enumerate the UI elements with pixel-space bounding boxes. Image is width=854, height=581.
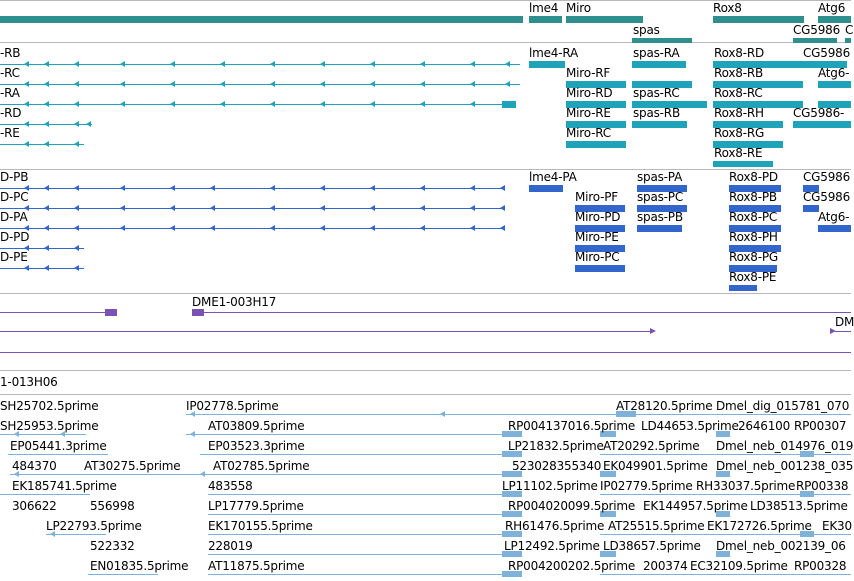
est-label[interactable]: AT03809.5prime bbox=[208, 419, 305, 433]
strand-arrow bbox=[470, 81, 475, 87]
clone-label[interactable]: 1-013H06 bbox=[0, 375, 58, 389]
strand-arrow bbox=[210, 205, 215, 211]
strand-arrow bbox=[120, 185, 125, 191]
strand-arrow bbox=[74, 101, 79, 107]
strand-arrow bbox=[44, 81, 49, 87]
strand-arrow bbox=[24, 101, 29, 107]
clone-label[interactable]: DME1-003H17 bbox=[192, 295, 277, 309]
gene-label[interactable]: spas bbox=[633, 23, 660, 37]
strand-arrow bbox=[120, 81, 125, 87]
est-label[interactable]: LP12492.5prime bbox=[504, 539, 600, 553]
est-label[interactable]: 523028355340 bbox=[512, 459, 602, 473]
gene-label[interactable]: C bbox=[845, 23, 854, 37]
strand-arrow bbox=[270, 185, 275, 191]
strand-arrow bbox=[44, 121, 49, 127]
strand-arrow bbox=[505, 81, 510, 87]
est-label[interactable]: 228019 bbox=[208, 539, 253, 553]
strand-arrow bbox=[320, 101, 325, 107]
protein-label[interactable]: Rox8-PC bbox=[729, 210, 778, 224]
transcript-label[interactable]: spas-RA bbox=[633, 46, 680, 60]
strand-arrow bbox=[220, 101, 225, 107]
transcript-label[interactable]: Miro-RC bbox=[566, 126, 611, 140]
strand-arrow bbox=[74, 185, 79, 191]
est-label[interactable]: EK144957.5prime bbox=[643, 499, 748, 513]
strand-arrow bbox=[74, 61, 79, 67]
est-label[interactable]: LP11102.5prime bbox=[502, 479, 598, 493]
strand-arrow bbox=[500, 225, 505, 231]
est-label[interactable]: AT02785.5prime bbox=[213, 459, 310, 473]
transcript-label[interactable]: Rox8-RH bbox=[714, 106, 764, 120]
protein-label[interactable]: D-PB bbox=[0, 170, 29, 184]
gene-label[interactable]: CG5986 bbox=[793, 23, 841, 37]
est-label[interactable]: IP02779.5prime bbox=[600, 479, 693, 493]
est-label[interactable]: RP004020099.5prime bbox=[508, 499, 636, 513]
strand-arrow bbox=[370, 81, 375, 87]
gene-label[interactable]: Rox8 bbox=[713, 1, 742, 15]
transcript-label[interactable]: CG5986- bbox=[793, 106, 845, 120]
strand-arrow bbox=[24, 245, 29, 251]
strand-arrow bbox=[420, 225, 425, 231]
protein-label[interactable]: spas-PC bbox=[637, 190, 684, 204]
est-label[interactable]: AT11875.5prime bbox=[208, 559, 305, 573]
est-label[interactable]: IP02778.5prime bbox=[186, 399, 279, 413]
strand-arrow bbox=[170, 61, 175, 67]
est-label[interactable]: AT20292.5prime bbox=[603, 439, 700, 453]
strand-arrow bbox=[830, 328, 836, 334]
strand-arrow bbox=[24, 265, 29, 271]
transcript-label[interactable]: Miro-RE bbox=[566, 106, 611, 120]
est-label[interactable]: SH25953.5prime bbox=[0, 419, 99, 433]
strand-arrow bbox=[190, 431, 195, 437]
strand-arrow bbox=[74, 205, 79, 211]
strand-arrow bbox=[370, 225, 375, 231]
strand-arrow bbox=[74, 245, 79, 251]
est-label[interactable]: 556998 bbox=[90, 499, 135, 513]
transcript-label[interactable]: Rox8-RB bbox=[714, 66, 764, 80]
transcript-label[interactable]: Miro-RD bbox=[566, 86, 613, 100]
strand-arrow bbox=[120, 205, 125, 211]
est-label[interactable]: 484370 bbox=[12, 459, 57, 473]
est-label[interactable]: EK30 bbox=[822, 519, 852, 533]
transcript-label[interactable]: -RC bbox=[0, 66, 20, 80]
strand-arrow bbox=[270, 101, 275, 107]
strand-arrow bbox=[44, 141, 49, 147]
strand-arrow bbox=[120, 101, 125, 107]
strand-arrow bbox=[170, 185, 175, 191]
est-label[interactable]: EK170155.5prime bbox=[208, 519, 313, 533]
transcript-label[interactable]: lme4-RA bbox=[529, 46, 579, 60]
strand-arrow bbox=[470, 205, 475, 211]
transcript-label[interactable]: Miro-RF bbox=[566, 66, 611, 80]
est-label[interactable]: LP17779.5prime bbox=[208, 499, 304, 513]
transcript-label[interactable]: -RB bbox=[0, 46, 21, 60]
strand-arrow bbox=[470, 61, 475, 67]
transcript-label[interactable]: CG5986 bbox=[803, 46, 851, 60]
strand-arrow bbox=[14, 471, 19, 477]
strand-arrow bbox=[220, 61, 225, 67]
transcript-label[interactable]: Rox8-RD bbox=[714, 46, 765, 60]
transcript-label[interactable]: Rox8-RC bbox=[714, 86, 763, 100]
strand-arrow bbox=[370, 185, 375, 191]
est-label[interactable]: RP004137016.5prime bbox=[508, 419, 636, 433]
strand-arrow bbox=[24, 225, 29, 231]
strand-arrow bbox=[24, 141, 29, 147]
strand-arrow bbox=[320, 185, 325, 191]
transcript-label[interactable]: Rox8-RE bbox=[714, 146, 763, 160]
strand-arrow bbox=[210, 185, 215, 191]
strand-arrow bbox=[470, 101, 475, 107]
est-label[interactable]: EK049901.5prime bbox=[603, 459, 708, 473]
strand-arrow bbox=[170, 205, 175, 211]
strand-arrow bbox=[320, 61, 325, 67]
strand-arrow bbox=[44, 205, 49, 211]
protein-label[interactable]: Miro-PF bbox=[575, 190, 618, 204]
est-label[interactable]: EK185741.5prime bbox=[12, 479, 117, 493]
protein-label[interactable]: Rox8-PB bbox=[729, 190, 777, 204]
strand-arrow bbox=[500, 185, 505, 191]
protein-label[interactable]: lme4-PA bbox=[529, 170, 577, 184]
strand-arrow bbox=[270, 61, 275, 67]
est-label[interactable]: AT30275.5prime bbox=[84, 459, 181, 473]
est-label[interactable]: 522332 bbox=[90, 539, 135, 553]
transcript-label[interactable]: -RE bbox=[0, 126, 20, 140]
strand-arrow bbox=[60, 431, 65, 437]
transcript-label[interactable]: Atg6- bbox=[818, 66, 850, 80]
protein-label[interactable]: Atg6- bbox=[818, 210, 850, 224]
est-label[interactable]: AT28120.5prime bbox=[616, 399, 713, 413]
strand-arrow bbox=[500, 205, 505, 211]
est-label[interactable]: AT25515.5prime bbox=[608, 519, 705, 533]
est-label[interactable]: RH33037.5prime bbox=[696, 479, 796, 493]
strand-arrow bbox=[470, 185, 475, 191]
est-label[interactable]: EK172726.5prime bbox=[707, 519, 812, 533]
strand-arrow bbox=[14, 431, 19, 437]
est-label[interactable]: Dmel_neb_002139_06 bbox=[716, 539, 846, 553]
est-label[interactable]: RH61476.5prime bbox=[505, 519, 605, 533]
protein-label[interactable]: D-PE bbox=[0, 250, 28, 264]
strand-arrow bbox=[270, 225, 275, 231]
est-label[interactable]: EN01835.5prime bbox=[90, 559, 189, 573]
protein-label[interactable]: Miro-PE bbox=[575, 230, 619, 244]
strand-arrow bbox=[420, 101, 425, 107]
protein-label[interactable]: Rox8-PG bbox=[729, 250, 778, 264]
strand-arrow bbox=[650, 328, 656, 334]
est-label[interactable]: 483558 bbox=[208, 479, 253, 493]
protein-label[interactable]: Miro-PC bbox=[575, 250, 620, 264]
strand-arrow bbox=[74, 265, 79, 271]
strand-arrow bbox=[370, 205, 375, 211]
strand-arrow bbox=[420, 205, 425, 211]
strand-arrow bbox=[74, 141, 79, 147]
strand-arrow bbox=[44, 101, 49, 107]
est-label[interactable]: SH25702.5prime bbox=[0, 399, 99, 413]
strand-arrow bbox=[170, 81, 175, 87]
strand-arrow bbox=[200, 471, 205, 477]
strand-arrow bbox=[44, 185, 49, 191]
strand-arrow bbox=[370, 101, 375, 107]
strand-arrow bbox=[270, 81, 275, 87]
strand-arrow bbox=[74, 81, 79, 87]
transcript-label[interactable]: -RA bbox=[0, 86, 20, 100]
strand-arrow bbox=[24, 205, 29, 211]
strand-arrow bbox=[44, 61, 49, 67]
protein-label[interactable]: spas-PA bbox=[637, 170, 683, 184]
strand-arrow bbox=[440, 411, 445, 417]
strand-arrow bbox=[320, 81, 325, 87]
est-label[interactable]: RP004200202.5prime bbox=[508, 559, 636, 573]
est-label[interactable]: LD44653.5prime bbox=[641, 419, 739, 433]
strand-arrow bbox=[86, 121, 91, 127]
strand-arrow bbox=[420, 185, 425, 191]
est-label[interactable]: EC32109.5prime bbox=[690, 559, 788, 573]
est-label[interactable]: Dmel_dig_015781_070 bbox=[716, 399, 850, 413]
est-label[interactable]: 2646100 bbox=[738, 419, 791, 433]
gene-label[interactable]: Miro bbox=[566, 1, 591, 15]
transcript-label[interactable]: Rox8-RG bbox=[714, 126, 765, 140]
clone-label[interactable]: DM bbox=[835, 315, 854, 329]
gene-label[interactable]: lme4 bbox=[529, 1, 559, 15]
strand-arrow bbox=[24, 121, 29, 127]
strand-arrow bbox=[24, 81, 29, 87]
strand-arrow bbox=[270, 205, 275, 211]
est-label[interactable]: RP00328 bbox=[794, 559, 847, 573]
protein-label[interactable]: D-PC bbox=[0, 190, 29, 204]
strand-arrow bbox=[320, 225, 325, 231]
est-label[interactable]: EP05441.3prime bbox=[10, 439, 107, 453]
strand-arrow bbox=[470, 225, 475, 231]
transcript-label[interactable]: spas-RB bbox=[633, 106, 680, 120]
est-label[interactable]: LP22793.5prime bbox=[46, 519, 142, 533]
strand-arrow bbox=[420, 61, 425, 67]
strand-arrow bbox=[170, 225, 175, 231]
est-label[interactable]: RP00338 bbox=[796, 479, 849, 493]
strand-arrow bbox=[370, 61, 375, 67]
protein-label[interactable]: Miro-PD bbox=[575, 210, 621, 224]
strand-arrow bbox=[24, 61, 29, 67]
transcript-label[interactable]: spas-RC bbox=[633, 86, 680, 100]
protein-label[interactable]: CG5986 bbox=[803, 170, 851, 184]
protein-label[interactable]: Rox8-PH bbox=[729, 230, 778, 244]
protein-label[interactable]: Rox8-PD bbox=[729, 170, 778, 184]
est-label[interactable]: LD38657.5prime bbox=[603, 539, 701, 553]
est-label[interactable]: Dmel_neb_014976_019 bbox=[716, 439, 854, 453]
strand-arrow bbox=[50, 531, 55, 537]
est-label[interactable]: EP03523.3prime bbox=[208, 439, 305, 453]
strand-arrow bbox=[210, 225, 215, 231]
est-label[interactable]: 306622 bbox=[12, 499, 57, 513]
protein-label[interactable]: D-PA bbox=[0, 210, 28, 224]
protein-label[interactable]: CG5986 bbox=[803, 190, 851, 204]
strand-arrow bbox=[74, 225, 79, 231]
est-label[interactable]: Dmel_neb_001238_035 bbox=[716, 459, 854, 473]
protein-label[interactable]: D-PD bbox=[0, 230, 30, 244]
est-label[interactable]: 200374 bbox=[643, 559, 688, 573]
transcript-label[interactable]: -RD bbox=[0, 106, 22, 120]
strand-arrow bbox=[74, 121, 79, 127]
strand-arrow bbox=[44, 245, 49, 251]
strand-arrow bbox=[320, 205, 325, 211]
strand-arrow bbox=[44, 265, 49, 271]
strand-arrow bbox=[220, 81, 225, 87]
strand-arrow bbox=[420, 81, 425, 87]
est-label[interactable]: LP21832.5prime bbox=[508, 439, 604, 453]
gene-label[interactable]: Atg6 bbox=[818, 1, 846, 15]
strand-arrow bbox=[24, 185, 29, 191]
strand-arrow bbox=[44, 225, 49, 231]
strand-arrow bbox=[505, 61, 510, 67]
strand-arrow bbox=[120, 225, 125, 231]
strand-arrow bbox=[190, 411, 195, 417]
est-label[interactable]: RP00307 bbox=[794, 419, 847, 433]
est-label[interactable]: LD38513.5prime bbox=[750, 499, 848, 513]
protein-label[interactable]: spas-PB bbox=[637, 210, 683, 224]
strand-arrow bbox=[120, 61, 125, 67]
protein-label[interactable]: Rox8-PE bbox=[729, 270, 777, 284]
strand-arrow bbox=[170, 101, 175, 107]
